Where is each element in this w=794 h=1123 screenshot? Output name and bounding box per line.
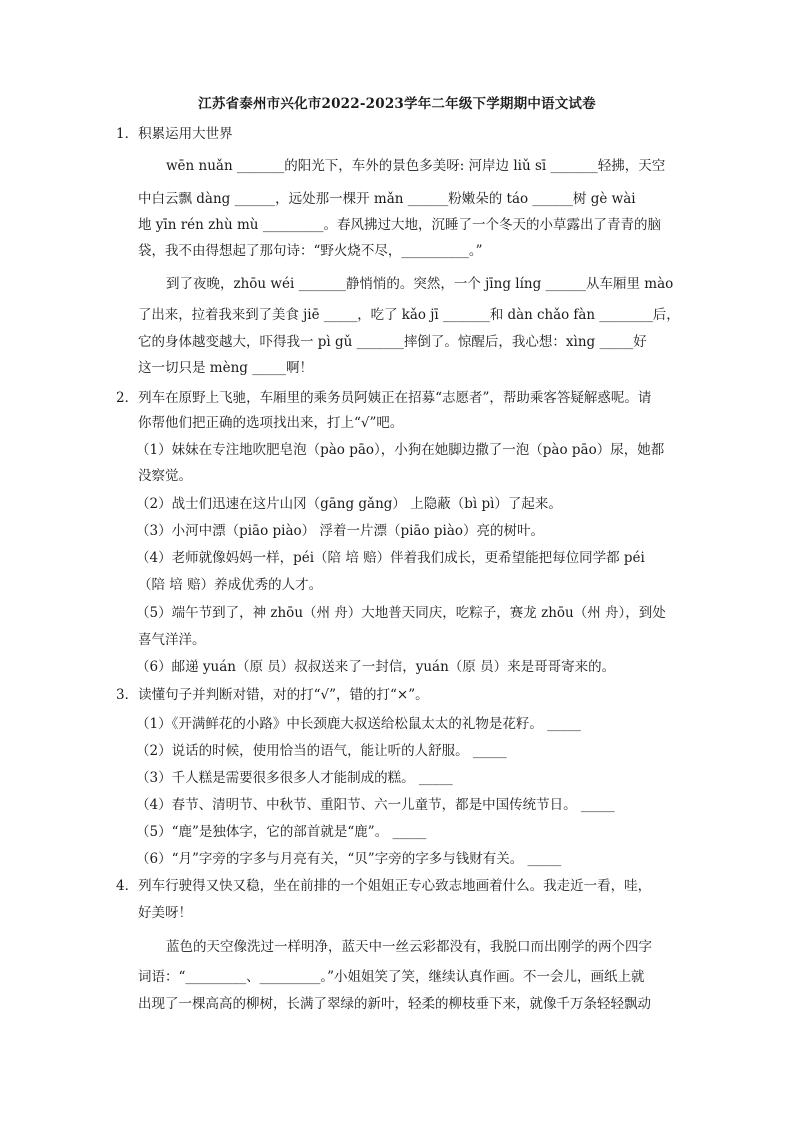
q3-heading: 3．读懂句子并判断对错，对的打“√”，错的打“×”。 bbox=[116, 687, 429, 703]
q2-item-2: （2）战士们迅速在这片山冈（gāng gǎng） 上隐蔽（bì pì）了起来。 bbox=[136, 496, 562, 512]
exam-title: 江苏省泰州市兴化市2022-2023学年二年级下学期期中语文试卷 bbox=[198, 96, 596, 112]
q1-heading: 1．积累运用大世界 bbox=[116, 126, 233, 142]
q2-item-1-cont: 没察觉。 bbox=[138, 468, 192, 484]
q1-line-6: 了出来，拉着我来到了美食 jiē _____，吃了 kǎo jī _______和 dàn chǎo fàn ________后， bbox=[138, 307, 680, 323]
q1-line-2: 中白云飘 dàng ______，远处那一棵开 mǎn ______粉嫩朵的 táo ______树 gè wài bbox=[138, 191, 636, 207]
q2-item-4-cont: （陪 培 赔）养成优秀的人才。 bbox=[138, 577, 323, 593]
q1-line-1: wēn nuǎn _______的阳光下，车外的景色多美呀: 河岸边 liǔ sī _______轻拂，天空 bbox=[166, 158, 666, 174]
q2-heading-cont: 你帮他们把正确的选项找出来，打上“√”吧。 bbox=[138, 415, 404, 431]
q1-line-3: 地 yīn rén zhù mù _________。春风拂过大地，沉睡了一个冬天的小草露出了青青的脑 bbox=[138, 217, 661, 233]
q2-item-5-cont: 喜气洋洋。 bbox=[138, 632, 206, 648]
q3-item-1: （1）《开满鲜花的小路》中长颈鹿大叔送给松鼠太太的礼物是花籽。 _____ bbox=[136, 716, 581, 732]
q4-line-2: 词语：“_________、_________。”小姐姐笑了笑，继续认真作画。不一会儿，画纸上就 bbox=[138, 969, 645, 985]
q1-line-4: 袋，我不由得想起了那句诗：“野火烧不尽，__________。” bbox=[138, 243, 483, 259]
q3-item-6: （6）“月”字旁的字多与月亮有关，“贝”字旁的字多与钱财有关。 _____ bbox=[136, 851, 562, 867]
q3-item-5: （5）“鹿”是独体字，它的部首就是“鹿”。 _____ bbox=[136, 824, 427, 840]
q4-heading: 4．列车行驶得又快又稳，坐在前排的一个姐姐正专心致志地画着什么。我走近一看，哇， bbox=[116, 878, 652, 894]
q3-item-3: （3）千人糕是需要很多很多人才能制成的糕。 _____ bbox=[136, 770, 453, 786]
q1-line-8: 这一切只是 mèng _____啊！ bbox=[138, 360, 313, 376]
q4-line-1: 蓝色的天空像洗过一样明净，蓝天中一丝云彩都没有，我脱口而出刚学的两个四字 bbox=[166, 939, 652, 955]
q1-line-7: 它的身体越变越大，吓得我一 pì gǔ _______摔倒了。惊醒后，我心想：xìng _____好 bbox=[138, 334, 647, 350]
q4-line-3: 出现了一棵高高的柳树，长满了翠绿的新叶，轻柔的柳枝垂下来，就像千万条轻轻飘动 bbox=[138, 996, 651, 1012]
q1-line-5: 到了夜晚，zhōu wéi _______静悄悄的。突然，一个 jīng líng ______从车厢里 mào bbox=[166, 276, 674, 292]
q2-heading: 2．列车在原野上飞驰，车厢里的乘务员阿姨正在招募“志愿者”，帮助乘客答疑解惑呢。请 bbox=[116, 390, 652, 406]
q4-heading-cont: 好美呀！ bbox=[138, 905, 192, 921]
q2-item-4: （4）老师就像妈妈一样，péi（陪 培 赔）伴着我们成长，更希望能把每位同学都 péi bbox=[136, 550, 645, 566]
q3-item-2: （2）说话的时候，使用恰当的语气，能让听的人舒服。 _____ bbox=[136, 743, 507, 759]
q2-item-6: （6）邮递 yuán（原 员）叔叔送来了一封信，yuán（原 员）来是哥哥寄来的。 bbox=[136, 659, 616, 675]
q2-item-5: （5）端午节到了，神 zhōu（州 舟）大地普天同庆，吃粽子，赛龙 zhōu（州 舟），到处 bbox=[136, 605, 666, 621]
q2-item-3: （3）小河中漂（piāo piào） 浮着一片漂（piāo piào）亮的树叶。 bbox=[136, 523, 545, 539]
q3-item-4: （4）春节、清明节、中秋节、重阳节、六一儿童节，都是中国传统节日。 _____ bbox=[136, 797, 615, 813]
q2-item-1: （1）妹妹在专注地吹肥皂泡（pào pāo），小狗在她脚边撒了一泡（pào pāo）尿，她都 bbox=[136, 442, 665, 458]
